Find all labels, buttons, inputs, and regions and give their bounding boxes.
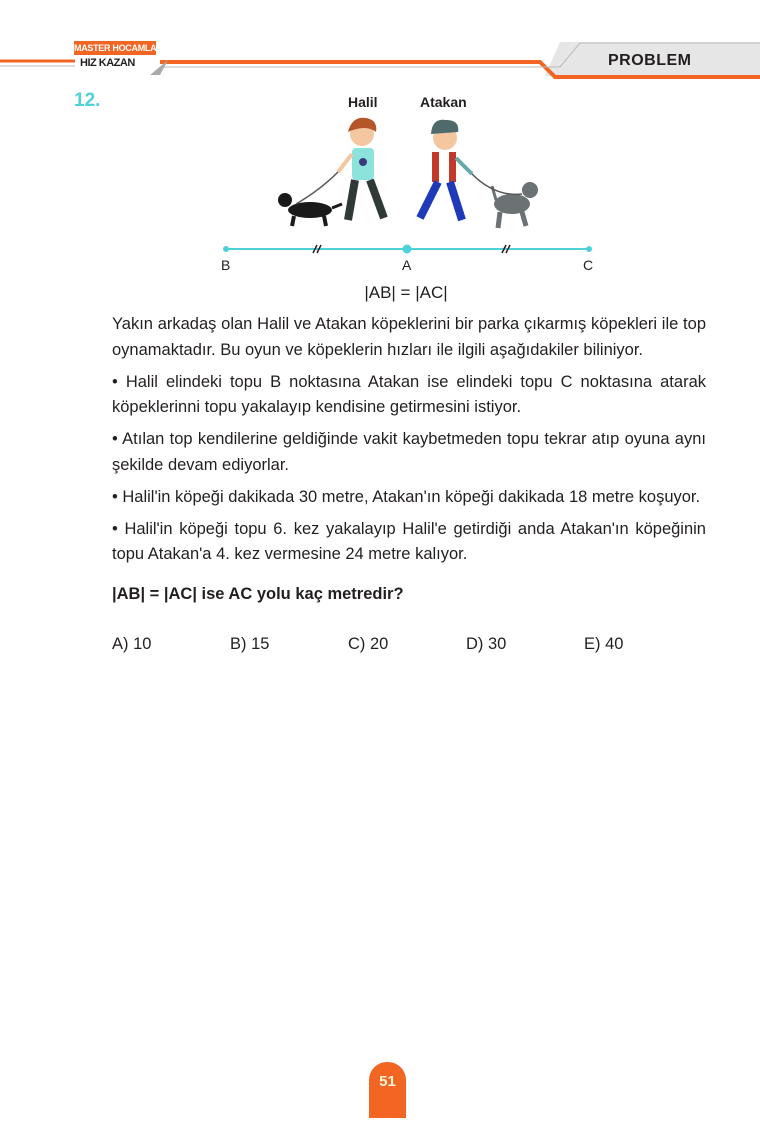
label-halil: Halil — [348, 94, 378, 110]
halil-dog — [278, 172, 342, 226]
option-b[interactable]: B) 15 — [230, 634, 270, 653]
point-b-dot — [223, 246, 229, 252]
brand-line2: HIZ KAZAN — [80, 57, 135, 69]
point-c-label: C — [583, 257, 594, 273]
figure-equality: |AB| = |AC| — [364, 283, 448, 302]
halil-figure — [338, 118, 384, 220]
brand-line1: MASTER HOCAMLA — [74, 43, 156, 53]
walking-illustration — [260, 112, 560, 232]
answer-options — [112, 632, 706, 658]
atakan-figure — [420, 120, 472, 220]
section-title: PROBLEM — [608, 52, 692, 69]
paragraph-intro: Yakın arkadaş olan Halil ve Atakan köpeklerini bir parka çıkarmış köpekleri ile top oynamaktadır. Bu oyun ve köpeklerin hızları ile ilgili aşağıdakiler biliniyor. — [112, 315, 706, 359]
bullet-3: • Halil'in köpeği dakikada 30 metre, Atakan'ın köpeği dakikada 18 metre koşuyor. — [112, 487, 701, 506]
bullet-2: • Atılan top kendilerine geldiğinde vakit kaybetmeden topu tekrar atıp oyuna aynı şekilde devam ediyorlar. — [112, 430, 706, 474]
point-a-label: A — [402, 257, 412, 273]
bullet-1: • Halil elindeki topu B noktasına Atakan ise elindeki topu C noktasına atarak köpeklerinni topu yakalayıp kendisine getirmesini istiyor. — [112, 372, 706, 417]
problem-body — [112, 312, 706, 658]
option-e[interactable]: E) 40 — [584, 634, 624, 653]
question-number: 12. — [74, 90, 101, 111]
point-a-dot — [403, 245, 412, 254]
question-text: |AB| = |AC| ise AC yolu kaç metredir? — [112, 585, 404, 604]
bullet-4: • Halil'in köpeği topu 6. kez yakalayıp Halil'e getirdiği anda Atakan'ın köpeğinin topu Atakan'a 4. kez vermesine 24 metre kalıyor. — [112, 519, 706, 564]
option-c[interactable]: C) 20 — [348, 634, 389, 653]
label-atakan: Atakan — [420, 94, 467, 110]
point-c-dot — [586, 246, 592, 252]
page-number: 51 — [369, 1062, 406, 1118]
option-d[interactable]: D) 30 — [466, 634, 507, 653]
option-a[interactable]: A) 10 — [112, 634, 152, 653]
atakan-dog — [472, 174, 538, 228]
point-b-label: B — [221, 257, 231, 273]
